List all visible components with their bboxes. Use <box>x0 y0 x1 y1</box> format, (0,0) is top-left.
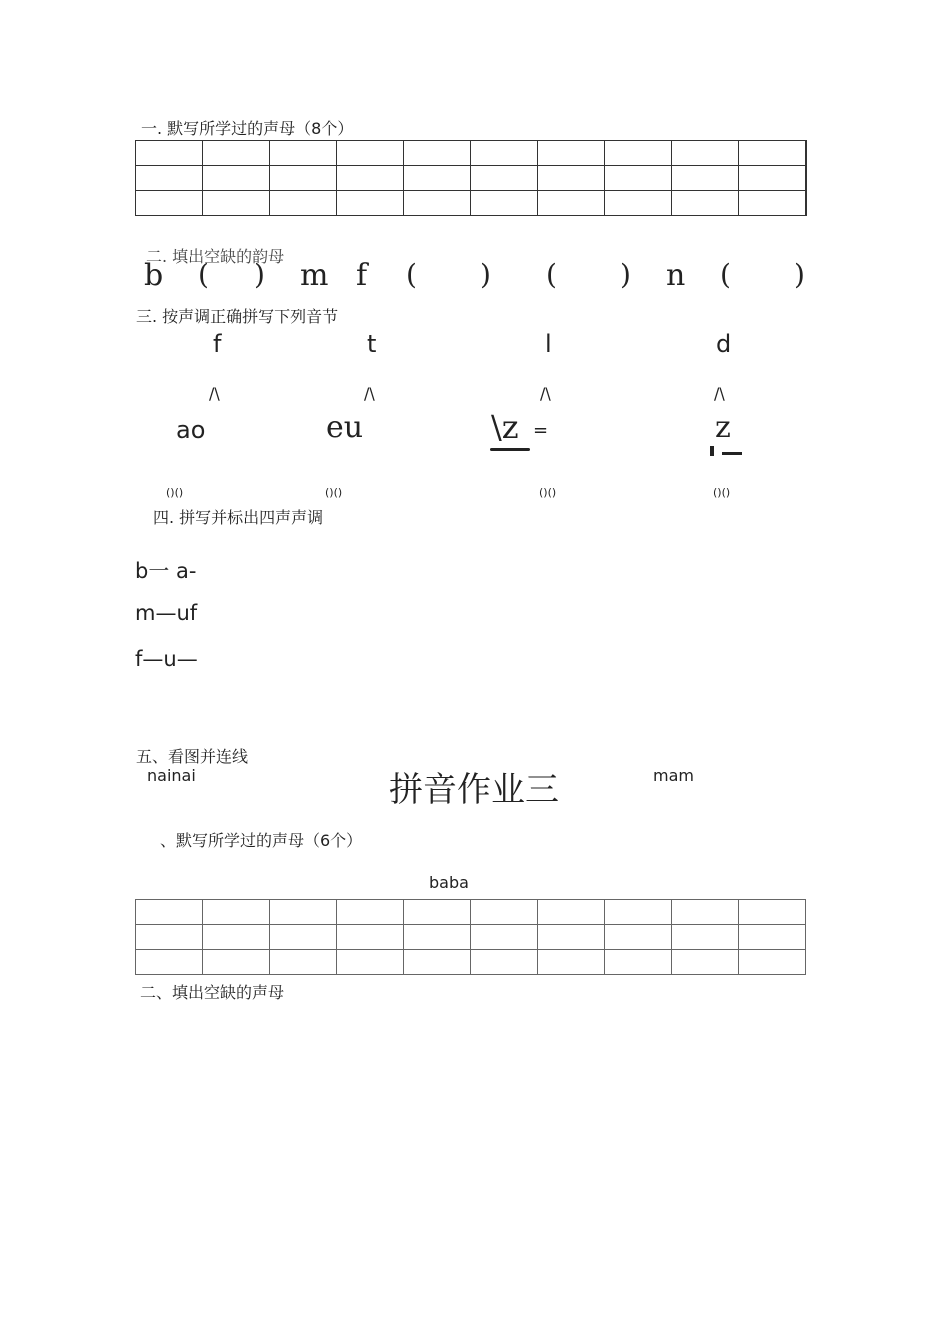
spelling-line: f—u— <box>135 647 198 671</box>
blank-item: f <box>356 258 368 293</box>
final-letter: ao <box>176 416 206 444</box>
tone-mark: /\ <box>209 384 220 403</box>
match-word: nainai <box>147 766 196 785</box>
blank-item: ( <box>198 258 209 291</box>
match-word: mam <box>653 766 694 785</box>
answer-parens: ()() <box>713 486 731 499</box>
section3-heading: 三. 按声调正确拼写下列音节 <box>136 307 339 326</box>
extra-mark: = <box>533 420 549 441</box>
clipped-fragment <box>708 446 744 456</box>
spelling-line: b一 a- <box>135 559 197 583</box>
blank-item: ( <box>406 258 417 291</box>
answer-parens: ()() <box>325 486 343 499</box>
tone-mark: /\ <box>540 384 551 403</box>
blank-item: m <box>300 258 329 293</box>
blank-item: ( <box>720 258 731 291</box>
final-letter: \z <box>491 408 519 446</box>
clipped-fragment <box>490 448 530 456</box>
match-word: baba <box>429 873 469 892</box>
initial-letter: d <box>716 330 732 358</box>
spelling-line: m—uf <box>135 601 198 625</box>
page2-section1-heading: 、默写所学过的声母（6个） <box>160 831 363 850</box>
final-letter: z <box>715 410 731 445</box>
blank-item: ) <box>794 258 805 291</box>
page-title: 拼音作业三 <box>389 770 559 810</box>
initial-letter: f <box>213 330 222 358</box>
answer-parens: ()() <box>539 486 557 499</box>
grid-table-2 <box>135 899 806 975</box>
blank-item: ) <box>254 258 265 291</box>
section4-heading: 四. 拼写并标出四声声调 <box>153 508 324 527</box>
answer-parens: ()() <box>166 486 184 499</box>
section2-heading: 二. 填出空缺的韵母 <box>146 247 285 266</box>
page2-section2-heading: 二、填出空缺的声母 <box>140 983 285 1002</box>
initial-letter: t <box>367 330 377 358</box>
section1-heading: 一. 默写所学过的声母（8个） <box>141 119 354 138</box>
blank-item: ( <box>546 258 557 291</box>
initial-letter: l <box>545 330 552 358</box>
blank-item: ) <box>480 258 491 291</box>
blank-item: b <box>144 258 164 293</box>
grid-table-1 <box>135 140 807 216</box>
tone-mark: /\ <box>714 384 725 403</box>
blank-item: ) <box>620 258 631 291</box>
blank-item: n <box>666 258 686 293</box>
final-letter: eu <box>326 410 364 445</box>
section5-heading: 五、看图并连线 <box>136 747 249 766</box>
tone-mark: /\ <box>364 384 375 403</box>
